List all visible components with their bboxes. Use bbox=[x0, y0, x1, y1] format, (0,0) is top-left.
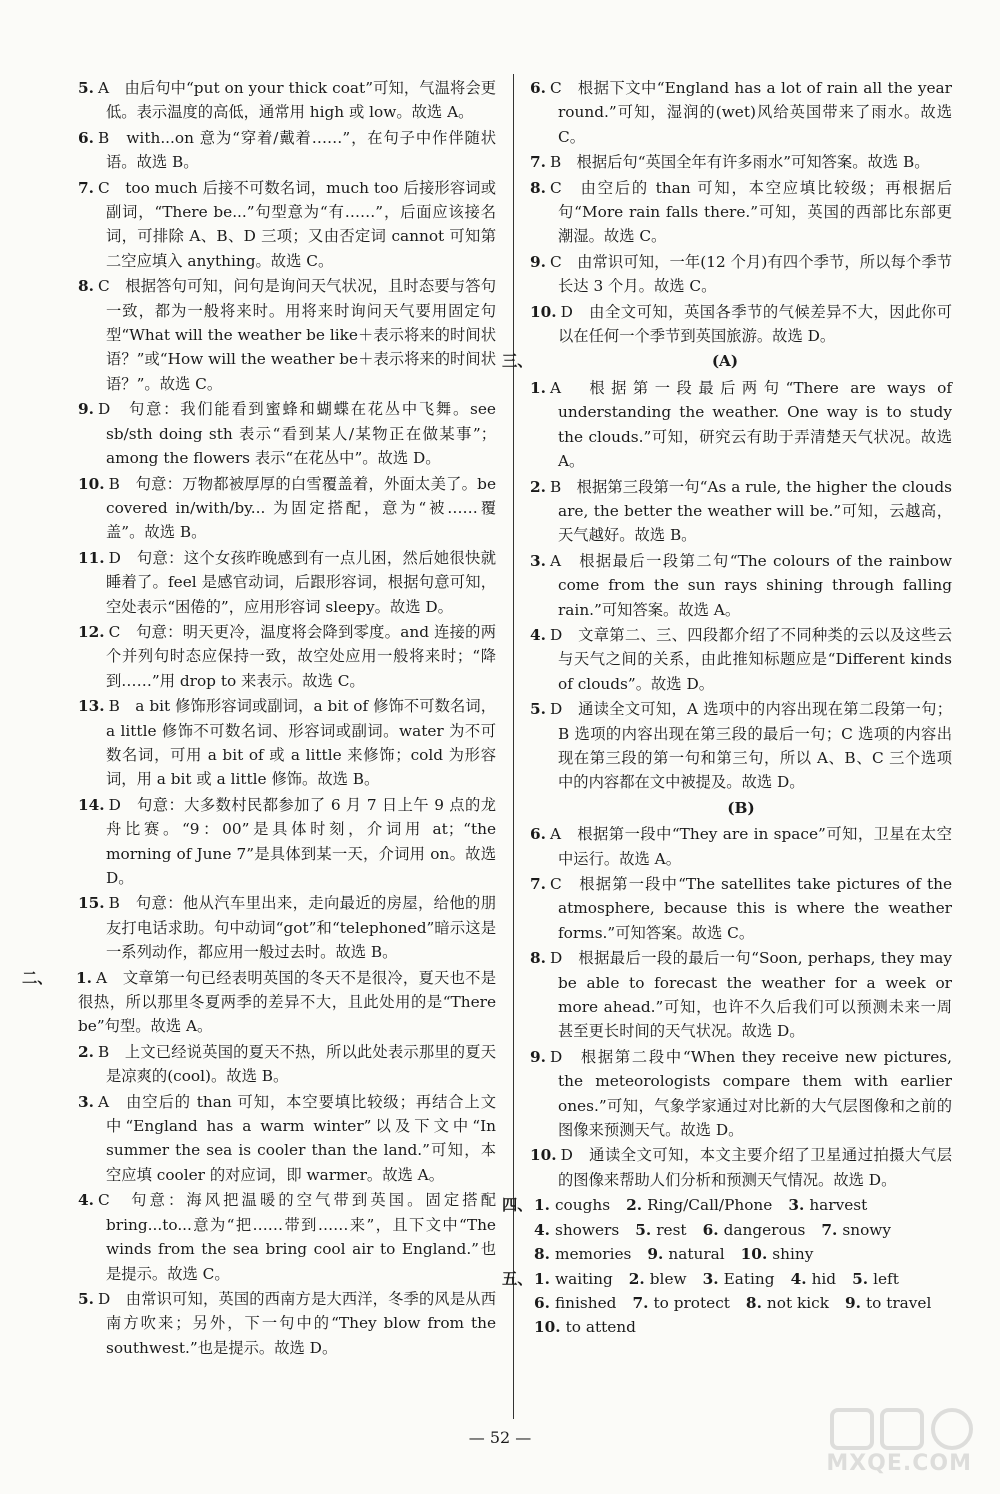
answer-number: 4. bbox=[534, 1220, 550, 1239]
answer-item bbox=[78, 1287, 496, 1360]
item-number: 2. bbox=[530, 477, 546, 496]
answer-word: snowy bbox=[842, 1220, 892, 1239]
item-explanation: C 句意：海风把温暖的空气带到英国。固定搭配 bring...to...意为“把……带到……来”，且下文中“The winds from the sea bring cool air to England.”也是提示。故选 C。 bbox=[97, 1191, 496, 1283]
short-answer bbox=[852, 1267, 899, 1291]
item-number: 5. bbox=[530, 700, 546, 719]
answer-item bbox=[78, 891, 496, 964]
short-answer bbox=[534, 1267, 613, 1291]
item-number: 9. bbox=[530, 252, 546, 271]
answer-word: dangerous bbox=[723, 1220, 806, 1239]
item-explanation: C 由常识可知，一年(12 个月)有四个季节，所以每个季节长达 3 个月。故选 C。 bbox=[549, 252, 952, 296]
item-explanation: D 文章第二、三、四段都介绍了不同种类的云以及这些云与天气之间的关系，由此推知标题应是“Different kinds of clouds”。故选 D。 bbox=[549, 625, 952, 693]
answer-item bbox=[78, 793, 496, 891]
short-answer bbox=[703, 1218, 806, 1242]
answer-word: not kick bbox=[766, 1293, 829, 1312]
answer-number: 5. bbox=[635, 1220, 652, 1239]
answer-item bbox=[530, 300, 952, 349]
answer-word: hid bbox=[811, 1269, 837, 1288]
answer-number: 10. bbox=[534, 1318, 561, 1337]
item-explanation: B with...on 意为“穿着/戴着……”，在句子中作伴随状语。故选 B。 bbox=[97, 128, 496, 172]
item-explanation: D 由全文可知，英国各季节的气候差异不大，因此你可以在任何一个季节到英国旅游。故选 D。 bbox=[558, 302, 952, 346]
answer-item bbox=[530, 946, 952, 1044]
answer-row bbox=[502, 1267, 952, 1291]
short-answer bbox=[746, 1291, 829, 1315]
item-number: 5. bbox=[78, 79, 94, 97]
answer-word: Ring/Call/Phone bbox=[647, 1196, 773, 1215]
section-three-header bbox=[502, 349, 952, 375]
right-column bbox=[502, 76, 952, 1340]
answer-word: left bbox=[873, 1269, 899, 1288]
short-answer bbox=[534, 1218, 619, 1242]
answer-item bbox=[530, 1143, 952, 1192]
watermark-text: MXQE.COM bbox=[826, 1451, 972, 1476]
item-number: 8. bbox=[530, 949, 546, 968]
item-explanation: A 由空后的 than 可知，本空要填比较级；再结合上文中“England has a warm winter”以及下文中“In summer the sea is cooler than the land.”可知，本空应填 cooler 的对应词，即 warmer。故选 A。 bbox=[97, 1092, 496, 1184]
answer-number: 8. bbox=[534, 1245, 550, 1264]
answer-item bbox=[78, 126, 496, 175]
short-answer bbox=[741, 1242, 814, 1266]
item-explanation: C 句意：明天更冷，温度将会降到零度。and 连接的两个并列句时态应保持一致，故空处应用一般将来时；“降到……”用 drop to 来表示。故选 C。 bbox=[106, 622, 496, 690]
answer-item bbox=[78, 1090, 496, 1188]
answer-item bbox=[78, 546, 496, 619]
answer-number: 9. bbox=[844, 1293, 861, 1312]
item-number: 6. bbox=[78, 128, 94, 147]
item-explanation: D 根据第二段中“When they receive new pictures, the meteorologists compare them with earlier ones.”可知，气象学家通过对比新的大气层图像和之前的图像来预测天气。故选 D。 bbox=[549, 1047, 952, 1140]
answer-number: 6. bbox=[534, 1293, 550, 1312]
answer-item bbox=[530, 549, 952, 622]
answer-item bbox=[530, 250, 952, 299]
answer-row bbox=[502, 1218, 952, 1242]
answer-word: finished bbox=[554, 1293, 617, 1312]
answer-number: 8. bbox=[745, 1293, 762, 1312]
item-number: 10. bbox=[530, 1146, 557, 1165]
item-number: 3. bbox=[530, 551, 546, 570]
answer-item bbox=[78, 274, 496, 396]
answer-item bbox=[78, 620, 496, 693]
item-explanation: C too much 后接不可数名词，much too 后接形容词或副词，“There be...”句型意为“有……”，后面应该接名词，可排除 A、B、D 三项；又由否定词 cannot 可知第二空应填入 anything。故选 C。 bbox=[97, 178, 496, 270]
watermark-logo bbox=[828, 1406, 978, 1476]
answer-word: memories bbox=[554, 1245, 632, 1264]
item-explanation: A 文章第一句已经表明英国的冬天不是很冷，夏天也不是很热，所以那里冬夏两季的差异不大，且此处用的是“There be”句型。故选 A。 bbox=[78, 968, 496, 1036]
item-number: 6. bbox=[530, 79, 546, 97]
item-number: 7. bbox=[530, 153, 546, 172]
item-explanation: C 根据答句可知，问句是询问天气状况，且时态要与答句一致，都为一般将来时。用将来时询问天气要用固定句型“What will the weather be like＋表示将来的时间状语？”或“How will the weather be＋表示将来的时间状语？”。故选 C。 bbox=[97, 277, 496, 393]
item-explanation: A 根据第一段最后两句“There are ways of understanding the weather. One way is to study the clouds.”可知，研究云有助于弄清楚天气状况。故选 A。 bbox=[549, 378, 952, 471]
answer-number: 10. bbox=[740, 1245, 768, 1264]
item-number: 1. bbox=[76, 968, 92, 987]
answer-item bbox=[530, 623, 952, 696]
answer-number: 9. bbox=[647, 1245, 664, 1264]
item-number: 8. bbox=[78, 277, 94, 296]
item-explanation: D 句意：大多数村民都参加了 6 月 7 日上午 9 点的龙舟比赛。“9：00”是具体时刻，介词用 at；“the morning of June 7”是具体到某一天，介词用 on。故选 D。 bbox=[106, 795, 496, 887]
section-three bbox=[502, 349, 952, 1192]
part-a-label: (A) bbox=[711, 352, 739, 371]
watermark-stamp-icon bbox=[828, 1406, 978, 1452]
item-explanation: A 根据第一段中“They are in space”可知，卫星在太空中运行。故选 A。 bbox=[549, 825, 952, 868]
section-four bbox=[502, 1193, 952, 1266]
answer-number: 7. bbox=[632, 1293, 649, 1312]
right-items bbox=[530, 76, 952, 348]
item-number: 4. bbox=[78, 1191, 94, 1210]
answer-word: to protect bbox=[653, 1293, 730, 1312]
item-number: 3. bbox=[78, 1092, 94, 1111]
answer-word: rest bbox=[656, 1220, 687, 1239]
short-answer bbox=[534, 1315, 636, 1339]
answer-item bbox=[78, 176, 496, 274]
item-explanation: D 通读全文可知，本文主要介绍了卫星通过拍摄大气层的图像来帮助人们分析和预测天气情况。故选 D。 bbox=[558, 1146, 952, 1189]
part-b-label: (B) bbox=[727, 798, 755, 817]
answer-word: natural bbox=[668, 1245, 725, 1264]
item-number: 2. bbox=[78, 1042, 94, 1061]
item-number: 11. bbox=[78, 548, 105, 567]
answer-number: 1. bbox=[534, 1269, 550, 1288]
answer-word: waiting bbox=[554, 1269, 613, 1288]
item-number: 5. bbox=[78, 1289, 94, 1308]
short-answer bbox=[788, 1193, 867, 1217]
short-answer bbox=[845, 1291, 931, 1315]
answer-item bbox=[78, 1040, 496, 1089]
answer-number: 7. bbox=[821, 1220, 838, 1239]
item-number: 1. bbox=[530, 378, 546, 397]
answer-row bbox=[502, 1315, 952, 1339]
item-explanation: D 句意：这个女孩昨晚感到有一点儿困，然后她很快就睡着了。feel 是感官动词，后跟形容词，根据句意可知，空处表示“困倦的”，应用形容词 sleepy。故选 D。 bbox=[106, 548, 496, 616]
answer-number: 4. bbox=[790, 1269, 807, 1288]
item-explanation: D 通读全文可知，A 选项中的内容出现在第二段第一句；B 选项的内容出现在第三段的最后一句；C 选项的内容出现在第三段的第一句和第三句，所以 A、B、C 三个选项中的内容都在文中被提及。故选 D。 bbox=[549, 700, 952, 792]
item-number: 10. bbox=[530, 302, 557, 321]
answer-word: Eating bbox=[723, 1269, 775, 1288]
answer-item bbox=[78, 397, 496, 470]
answer-row bbox=[502, 1242, 952, 1266]
item-explanation: B 根据后句“英国全年有许多雨水”可知答案。故选 B。 bbox=[549, 153, 930, 172]
answer-number: 3. bbox=[788, 1196, 805, 1215]
left-column bbox=[22, 76, 496, 1361]
item-number: 15. bbox=[78, 894, 105, 913]
answer-item bbox=[530, 76, 952, 149]
answer-item bbox=[530, 376, 952, 474]
short-answer bbox=[534, 1193, 610, 1217]
item-explanation: B 句意：万物都被厚厚的白雪覆盖着，外面太美了。be covered in/with/by... 为固定搭配，意为“被……覆盖”。故选 B。 bbox=[106, 474, 496, 542]
answer-word: harvest bbox=[809, 1196, 868, 1215]
item-number: 7. bbox=[530, 875, 546, 893]
section-two bbox=[22, 966, 496, 1361]
answer-row bbox=[502, 1291, 952, 1315]
item-number: 14. bbox=[78, 795, 105, 814]
item-explanation: C 根据下文中“England has a lot of rain all the year round.”可知，湿润的(wet)风给英国带来了雨水。故选 C。 bbox=[549, 79, 952, 146]
short-answer bbox=[791, 1267, 837, 1291]
item-explanation: D 由常识可知，英国的西南方是大西洋，冬季的风是从西南方吹来；另外，下一句中的“They blow from the southwest.”也是提示。故选 D。 bbox=[97, 1289, 496, 1357]
item-number: 9. bbox=[78, 400, 94, 419]
section-heading: 三、 bbox=[502, 352, 533, 371]
short-answer bbox=[632, 1291, 729, 1315]
answer-item bbox=[530, 697, 952, 795]
short-answer bbox=[534, 1242, 631, 1266]
item-number: 7. bbox=[78, 178, 94, 197]
answer-number: 1. bbox=[534, 1196, 550, 1215]
short-answer bbox=[647, 1242, 724, 1266]
answer-item bbox=[530, 150, 952, 174]
item-explanation: B a bit 修饰形容词或副词，a bit of 修饰不可数名词，a little 修饰不可数名词、形容词或副词。water 为不可数名词，可用 a bit of 或 a little 来修饰；cold 为形容词，用 a bit 或 a little 修饰。故选 B。 bbox=[106, 697, 496, 789]
section-heading: 四、 bbox=[502, 1196, 533, 1215]
item-number: 13. bbox=[78, 697, 105, 716]
answer-number: 2. bbox=[628, 1269, 645, 1288]
answer-item bbox=[22, 966, 496, 1039]
answer-item bbox=[530, 176, 952, 249]
item-explanation: A 根据最后一段第二句“The colours of the rainbow come from the sun rays shining through falling rain.”可知答案。故选 A。 bbox=[549, 551, 952, 619]
answer-word: coughs bbox=[554, 1196, 611, 1215]
section-heading: 二、 bbox=[22, 968, 53, 987]
short-answer bbox=[534, 1291, 616, 1315]
row-indent bbox=[502, 1242, 528, 1266]
item-explanation: A 由后句中“put on your thick coat”可知，气温将会更低。表示温度的高低，通常用 high 或 low。故选 A。 bbox=[97, 79, 496, 122]
item-explanation: B 根据第三段第一句“As a rule, the higher the clouds are, the better the weather will be.”可知，云越高，天气越好。故选 B。 bbox=[549, 477, 952, 545]
answer-item bbox=[78, 694, 496, 792]
short-answer bbox=[703, 1267, 775, 1291]
section-heading: 五、 bbox=[502, 1269, 533, 1288]
answer-item bbox=[530, 822, 952, 871]
item-explanation: D 句意：我们能看到蜜蜂和蝴蝶在花丛中飞舞。see sb/sth doing sth 表示“看到某人/某物正在做某事”；among the flowers 表示“在花丛中”。故选 D。 bbox=[97, 400, 496, 468]
row-indent bbox=[502, 1218, 528, 1242]
section-five bbox=[502, 1267, 952, 1340]
answer-word: blew bbox=[649, 1269, 687, 1288]
short-answer bbox=[629, 1267, 687, 1291]
item-explanation: B 上文已经说英国的夏天不热，所以此处表示那里的夏天是凉爽的(cool)。故选 B。 bbox=[97, 1042, 496, 1086]
item-number: 10. bbox=[78, 474, 105, 493]
row-indent bbox=[502, 1291, 528, 1315]
item-explanation: C 根据第一段中“The satellites take pictures of the atmosphere, because this is where the weather forms.”可知答案。故选 C。 bbox=[549, 875, 952, 942]
answer-item bbox=[530, 872, 952, 945]
answer-word: shiny bbox=[772, 1245, 814, 1264]
answer-number: 6. bbox=[702, 1220, 719, 1239]
answer-word: showers bbox=[554, 1220, 620, 1239]
item-number: 9. bbox=[530, 1047, 546, 1066]
item-number: 4. bbox=[530, 625, 546, 644]
answer-word: to attend bbox=[565, 1318, 636, 1337]
page-number: — 52 — bbox=[468, 1428, 532, 1447]
short-answer bbox=[626, 1193, 772, 1217]
item-number: 8. bbox=[530, 178, 546, 197]
item-number: 6. bbox=[530, 825, 546, 844]
answer-item bbox=[78, 1188, 496, 1286]
answer-item bbox=[530, 1045, 952, 1143]
answer-item bbox=[78, 472, 496, 545]
short-answer bbox=[635, 1218, 686, 1242]
short-answer bbox=[821, 1218, 891, 1242]
answer-item bbox=[530, 475, 952, 548]
answer-number: 2. bbox=[626, 1196, 643, 1215]
item-explanation: C 由空后的 than 可知，本空应填比较级；再根据后句“More rain falls there.”可知，英国的西部比东部更潮湿。故选 C。 bbox=[549, 178, 952, 246]
answer-row bbox=[502, 1193, 952, 1217]
row-indent bbox=[502, 1315, 528, 1339]
item-number: 12. bbox=[78, 622, 105, 641]
answer-number: 5. bbox=[852, 1269, 869, 1288]
item-explanation: D 根据最后一段的最后一句“Soon, perhaps, they may be able to forecast the weather for a week or more ahead.”可知，也许不久后我们可以预测未来一周甚至更长时间的天气状况。故选 D。 bbox=[549, 949, 952, 1041]
item-explanation: B 句意：他从汽车里出来，走向最近的房屋，给他的朋友打电话求助。句中动词“got”和“telephoned”暗示这是一系列动作，都应用一般过去时。故选 B。 bbox=[106, 894, 496, 962]
answer-number: 3. bbox=[702, 1269, 719, 1288]
answer-item bbox=[78, 76, 496, 125]
left-items bbox=[78, 76, 496, 965]
answer-word: to travel bbox=[865, 1293, 932, 1312]
